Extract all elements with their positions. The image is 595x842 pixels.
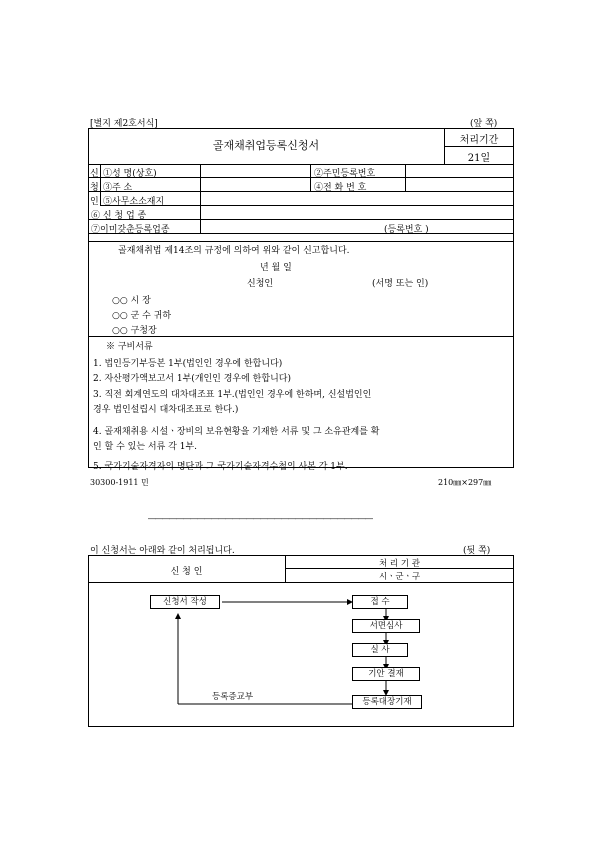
existing-business-label: ⑦이미갖춘등록업종 bbox=[91, 225, 170, 235]
paper-size: 210㎜×297㎜ bbox=[438, 478, 492, 487]
form-title: 골재채취업등록신청서 bbox=[212, 139, 320, 152]
business-type-label: ⑥ 신 청 업 종 bbox=[91, 211, 147, 221]
step-inspection: 실 사 bbox=[352, 643, 408, 657]
phone-label: ④전 화 번 호 bbox=[314, 183, 367, 193]
step-write-application: 신청서 작성 bbox=[150, 595, 220, 609]
side-back-label: (뒷 쪽) bbox=[463, 546, 491, 556]
office-location-label: ⑤사무소소재지 bbox=[103, 197, 165, 207]
processing-period-label: 처리기간 bbox=[459, 135, 499, 146]
date-line: 년 월 일 bbox=[260, 263, 292, 273]
statement-text: 골재채취법 제14조의 규정에 의하여 위와 같이 신고합니다. bbox=[118, 246, 350, 256]
step-document-review: 서면심사 bbox=[352, 619, 420, 633]
doc-item-5: 5. 국가기술자격자의 명단과 그 국가기술자격수첩의 사본 각 1부. bbox=[93, 462, 348, 472]
applicant-char-3: 인 bbox=[90, 197, 99, 207]
col-applicant: 신 청 인 bbox=[170, 567, 203, 577]
footer-code: 30300-1911 민 bbox=[90, 478, 149, 487]
signature-note: (서명 또는 인) bbox=[372, 279, 429, 289]
doc-item-3: 3. 직전 회계연도의 대차대조표 1부.(법인인 경우에 한하며, 신설법인인 bbox=[93, 390, 372, 400]
col-agency-sub: 시ㆍ군ㆍ구 bbox=[378, 572, 421, 582]
page-divider: ―――――――――――――――――――――――――――――――― bbox=[148, 514, 372, 523]
doc-item-1: 1. 법인등기부등본 1부(법인인 경우에 한합니다) bbox=[93, 359, 283, 369]
doc-item-4-cont: 인 할 수 있는 서류 각 1부. bbox=[93, 442, 197, 452]
step-draft-approval: 기안 결재 bbox=[352, 667, 420, 681]
recipient-district: ○○ 구청장 bbox=[112, 326, 157, 336]
applicant-char-1: 신 bbox=[90, 169, 99, 179]
doc-item-3-cont: 경우 법인설립시 대차대조표로 한다.) bbox=[93, 405, 239, 415]
doc-item-2: 2. 자산평가액보고서 1부(개인인 경우에 한합니다) bbox=[93, 374, 291, 384]
processing-period-value: 21일 bbox=[467, 153, 491, 164]
back-intro: 이 신청서는 아래와 같이 처리됩니다. bbox=[90, 546, 235, 556]
recipient-city: ○○ 시 장 bbox=[112, 296, 151, 306]
doc-item-4: 4. 골재채취용 시설ㆍ장비의 보유현황을 기재한 서류 및 그 소유관계를 확 bbox=[93, 427, 380, 437]
form-number: [별지 제2호서식] bbox=[90, 119, 158, 129]
issue-certificate-label: 등록증교부 bbox=[212, 692, 254, 702]
docs-header: ※ 구비서류 bbox=[106, 342, 153, 352]
applicant-char-2: 청 bbox=[90, 183, 99, 193]
applicant-sign-label: 신청인 bbox=[247, 279, 274, 289]
name-label: ①성 명(상호) bbox=[103, 169, 157, 179]
step-register-entry: 등록대장기재 bbox=[352, 695, 422, 709]
col-agency: 처 리 기 관 bbox=[379, 559, 420, 569]
resident-no-label: ②주민등록번호 bbox=[314, 169, 376, 179]
side-front-label: (앞 쪽) bbox=[470, 119, 498, 129]
registration-no-label: (등록번호 ) bbox=[384, 225, 429, 235]
step-receive: 접 수 bbox=[352, 595, 408, 609]
address-label: ③주 소 bbox=[103, 183, 133, 193]
recipient-county: ○○ 군 수 귀하 bbox=[112, 311, 172, 321]
